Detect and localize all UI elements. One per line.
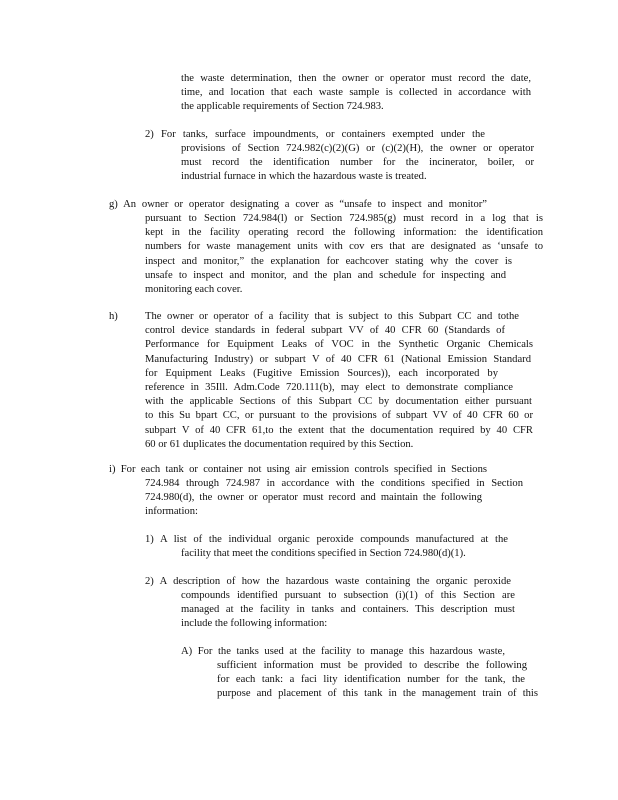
text-line: monitoring each cover. <box>145 284 243 296</box>
text-line: include the following information: <box>181 618 328 630</box>
paragraph-i-2-A <box>181 645 505 659</box>
text-line: the applicable requirements of Section 724.983. <box>181 101 384 113</box>
text-line: 724.984 through 724.987 in accordance with the conditions specified in Section <box>145 478 523 489</box>
text-line: provisions of Section 724.982(c)(2)(G) or (c)(2)(H), the owner or operator <box>181 143 534 154</box>
text-line: Manufacturing Industry) or subpart V of 40 CFR 61 (National Emission Standard <box>145 353 531 365</box>
paragraph-g-body <box>145 212 543 297</box>
paragraph-item-2 <box>145 128 485 142</box>
paragraph-item-2-body <box>181 142 534 185</box>
text-line: 2) For tanks, surface impoundments, or containers exempted under the <box>145 129 485 140</box>
paragraph-h <box>145 310 533 452</box>
text-line: 60 or 61 duplicates the documentation required by this Section. <box>145 438 414 450</box>
paragraph-i-1 <box>145 533 508 547</box>
paragraph-i-2-body <box>181 589 515 632</box>
text-line: to this Su bpart CC, or pursuant to the provisions of subpart VV of 40 CFR 60 or <box>145 410 533 422</box>
text-line: unsafe to inspect and monitor, and the plan and schedule for inspecting and <box>145 269 506 281</box>
text-line: managed at the facility in tanks and containers. This description must <box>181 604 515 616</box>
paragraph-i-2-A-body <box>217 659 538 702</box>
text-line: A) For the tanks used at the facility to manage this hazardous waste, <box>181 646 505 657</box>
text-line: 2) A description of how the hazardous waste containing the organic peroxide <box>145 576 511 587</box>
paragraph-continuation <box>181 72 531 115</box>
text-line: for each tank: a faci lity identification number for the tank, the <box>217 674 525 686</box>
paragraph-i-2 <box>145 575 511 589</box>
text-line: purpose and placement of this tank in the management train of this <box>217 688 538 700</box>
paragraph-i-body <box>145 477 523 520</box>
paragraph-g <box>109 198 487 212</box>
text-line: pursuant to Section 724.984(l) or Section 724.985(g) must record in a log that is <box>145 213 543 224</box>
text-line: kept in the facility operating record the following information: the identification <box>145 227 543 239</box>
text-line: g) An owner or operator designating a cover as “unsafe to inspect and monitor” <box>109 199 487 210</box>
text-line: subpart V of 40 CFR 61,to the extent that the documentation required by 40 CFR <box>145 424 533 436</box>
text-line: time, and location that each waste sample is collected in accordance with <box>181 87 531 99</box>
text-line: i) For each tank or container not using air emission controls specified in Sections <box>109 464 487 475</box>
text-line: The owner or operator of a facility that is subject to this Subpart CC and tothe <box>145 311 519 322</box>
paragraph-i-1-body <box>181 547 511 561</box>
paragraph-i <box>109 463 487 477</box>
text-line: industrial furnace in which the hazardous waste is treated. <box>181 171 427 183</box>
paragraph-h-label: h) <box>109 311 118 322</box>
text-line: with the applicable Sections of this Subpart CC by documentation either pursuant <box>145 396 532 408</box>
text-line: control device standards in federal subpart VV of 40 CFR 60 (Standards of <box>145 325 505 337</box>
text-line: numbers for waste management units with cov ers that are designated as ‘unsafe to <box>145 241 543 253</box>
text-line: must record the identification number for the incinerator, boiler, or <box>181 157 534 169</box>
text-line: compounds identified pursuant to subsection (i)(1) of this Section are <box>181 590 515 601</box>
text-line: reference in 35Ill. Adm.Code 720.111(b), may elect to demonstrate compliance <box>145 382 513 394</box>
text-line: inspect and monitor,” the explanation for eachcover stating why the cover is <box>145 255 512 267</box>
text-line: 724.980(d), the owner or operator must record and maintain the following <box>145 492 482 504</box>
text-line: Performance for Equipment Leaks of VOC in the Synthetic Organic Chemicals <box>145 339 533 351</box>
text-line: information: <box>145 506 198 518</box>
text-line: for Equipment Leaks (Fugitive Emission Sources)), each incorporated by <box>145 367 498 379</box>
text-line: 1) A list of the individual organic peroxide compounds manufactured at the <box>145 534 508 545</box>
text-line: facility that meet the conditions specified in Section 724.980(d)(1). <box>181 548 466 559</box>
text-line: the waste determination, then the owner or operator must record the date, <box>181 73 531 84</box>
text-line: sufficient information must be provided to describe the following <box>217 660 527 671</box>
